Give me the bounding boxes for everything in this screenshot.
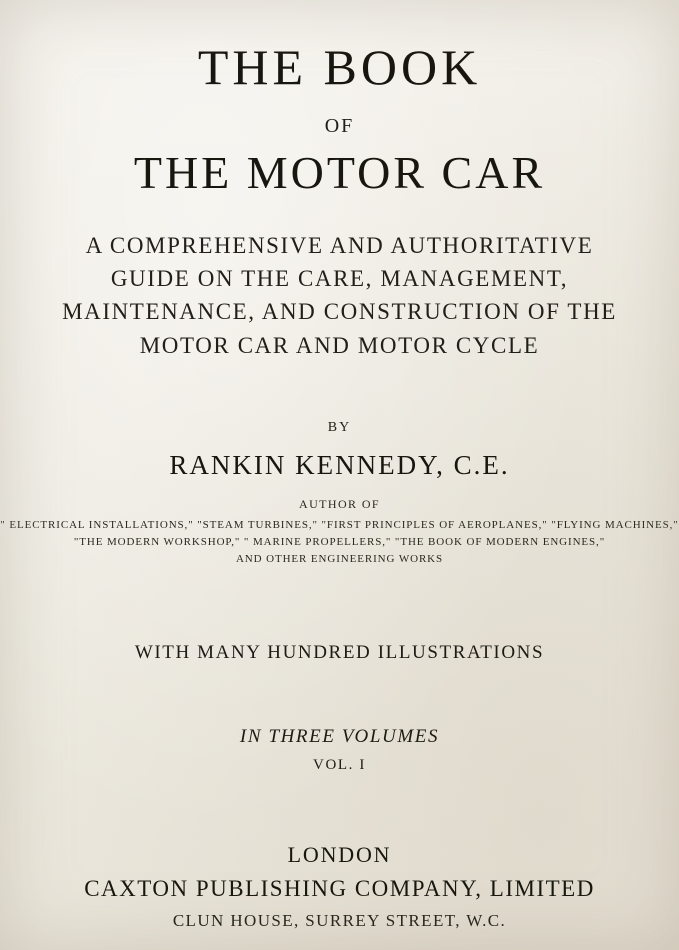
subtitle-line: MAINTENANCE, AND CONSTRUCTION OF THE xyxy=(62,299,617,325)
author-works xyxy=(0,517,679,568)
imprint-block xyxy=(0,842,679,931)
volume-number: VOL. I xyxy=(313,757,366,774)
imprint-address: CLUN HOUSE, SURREY STREET, W.C. xyxy=(172,911,507,931)
author-of-label: AUTHOR OF xyxy=(299,496,380,511)
byline-by: BY xyxy=(327,419,352,435)
imprint-city: LONDON xyxy=(287,842,392,868)
author-works-line: AND OTHER ENGINEERING WORKS xyxy=(235,553,444,566)
subtitle-line: A COMPREHENSIVE AND AUTHORITATIVE xyxy=(85,232,594,258)
title-page-content xyxy=(0,40,679,931)
author-works-line: " ELECTRICAL INSTALLATIONS," "STEAM TURBINES," "FIRST PRINCIPLES OF AEROPLANES," "FLYING MACHINES," xyxy=(0,518,679,531)
author-works-line: "THE MODERN WORKSHOP," " MARINE PROPELLERS," "THE BOOK OF MODERN ENGINES," xyxy=(73,536,606,549)
author-name: RANKIN KENNEDY, C.E. xyxy=(169,449,510,480)
subtitle-line: MOTOR CAR AND MOTOR CYCLE xyxy=(139,332,540,358)
subtitle-block xyxy=(40,229,640,362)
illustrations-note: WITH MANY HUNDRED ILLUSTRATIONS xyxy=(134,642,545,664)
imprint-publisher: CAXTON PUBLISHING COMPANY, LIMITED xyxy=(84,876,595,902)
subtitle-line: GUIDE ON THE CARE, MANAGEMENT, xyxy=(110,265,569,291)
book-title-line-2: THE MOTOR CAR xyxy=(133,147,546,198)
book-title-of: OF xyxy=(324,115,355,137)
volume-set-note: IN THREE VOLUMES xyxy=(239,726,440,748)
book-title-line-1: THE BOOK xyxy=(197,39,482,95)
